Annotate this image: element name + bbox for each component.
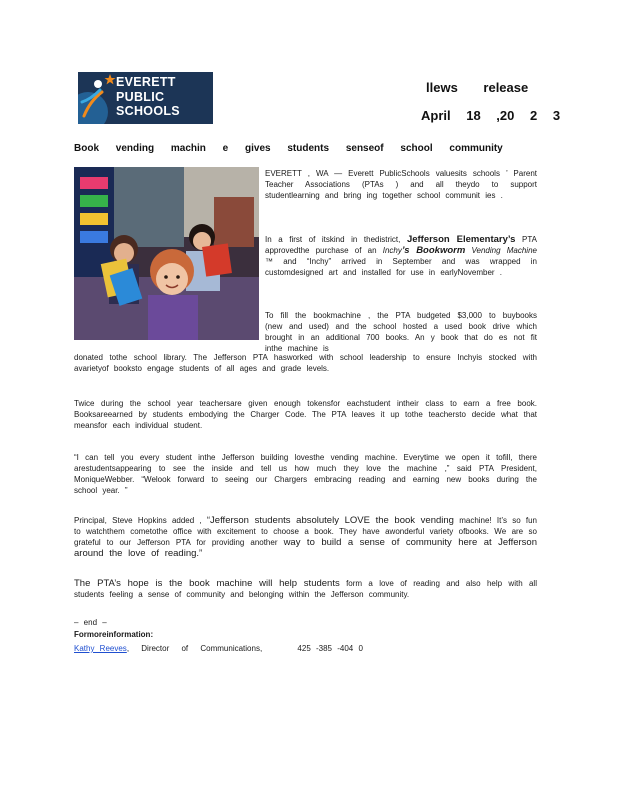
logo-wordmark bbox=[116, 75, 180, 119]
paragraph-tokens: Twice during the school year teachersare given enough tokensfor eachstudent intheir class to earn a free book. Booksareearned by students embodying the Charger Code. The PTA leaves it up tothe teachersto decide what that meansfor each individual student. bbox=[74, 399, 537, 430]
logo-line-3: SCHOOLS bbox=[116, 104, 180, 118]
p2-vending: Vending Machine bbox=[471, 246, 537, 255]
p7-rest: form a love of reading and also help with all students feeling a sense of community and belonging within the Jefferson community. bbox=[74, 579, 537, 599]
p2-text-c: ™ and “Inchy” arrived in September and was wrapped in customdesigned art and installed for use in earlyNovember . bbox=[265, 257, 537, 277]
p2-text-a: In a first of itskind in thedistrict, bbox=[265, 235, 401, 244]
p6-text-b: machine! It’s so fun to watchthem cometothe office with excitement to choose a book. They have awonderful variety ofbooks. We are so grateful to our Jefferson PTA for providing another bbox=[74, 516, 537, 547]
p7-lead: The PTA’s hope is the book machine will help students bbox=[74, 578, 340, 589]
paragraph-intro: EVERETT , WA — Everett PublicSchools valuesits schools ’ Parent Teacher Associations (PTAs ) and all theydo to support studentlearning and bring ing together school communit ies . bbox=[265, 169, 537, 200]
p6-quote-1: “Jefferson students absolutely LOVE the book vending bbox=[206, 515, 454, 526]
more-info-label: Formoreinformation: bbox=[74, 630, 154, 639]
contact-title: , Director of Communications, bbox=[126, 644, 263, 653]
paragraph-president-quote: “I can tell you every student inthe Jefferson building lovesthe vending machine. Everytime we open it tofill, there arestudentsappearing to see the inside and tell us how much they love the machine ,” said PTA President, MoniqueWebber. “Welook forward to seeing our Chargers embracing reading and earning new books during the school year. ” bbox=[74, 453, 537, 495]
logo-line-2: PUBLIC bbox=[116, 89, 165, 104]
contact-phone: 425 -385 -404 0 bbox=[297, 644, 363, 653]
p6-quote-2: way to build a sense of community here at Jefferson around the love of reading.” bbox=[74, 537, 537, 559]
paragraph-funding-b: donated tothe school library. The Jefferson PTA hasworked with school leadership to ensure Inchyis stocked with avarietyof booksto engage students of all ages and grade levels. bbox=[74, 353, 537, 373]
end-marker: – end – bbox=[74, 618, 107, 627]
logo-line-1: EVERETT bbox=[116, 75, 176, 89]
p2-school-name: Jefferson Elementary’s bbox=[406, 234, 516, 245]
p6-text-a: Principal, Steve Hopkins added , bbox=[74, 516, 202, 525]
contact-line bbox=[74, 643, 544, 654]
release-date: April 18 ,20 2 3 bbox=[421, 108, 561, 123]
paragraph-funding-a: To fill the bookmachine , the PTA budgeted $3,000 to buybooks (new and used) and the school hosted a used book drive which brought in an additional 700 books. An y book that do es not fit inthe machine is bbox=[265, 311, 537, 353]
p2-text-b: PTA approvedthe purchase of an bbox=[265, 235, 537, 255]
paragraph-purchase bbox=[265, 234, 537, 278]
district-logo bbox=[78, 72, 213, 124]
release-title: llews release bbox=[426, 80, 529, 95]
paragraph-principal-quote bbox=[74, 515, 537, 559]
contact-name-link[interactable]: Kathy Reeves bbox=[74, 644, 127, 653]
headline: Book vending machin e gives students senseof school community bbox=[74, 143, 503, 154]
p2-bookworm: ’s Bookworm bbox=[401, 245, 466, 256]
vending-machine-photo bbox=[74, 167, 259, 340]
p2-inchy: Inchy bbox=[382, 246, 402, 255]
paragraph-pta-hope bbox=[74, 578, 537, 600]
